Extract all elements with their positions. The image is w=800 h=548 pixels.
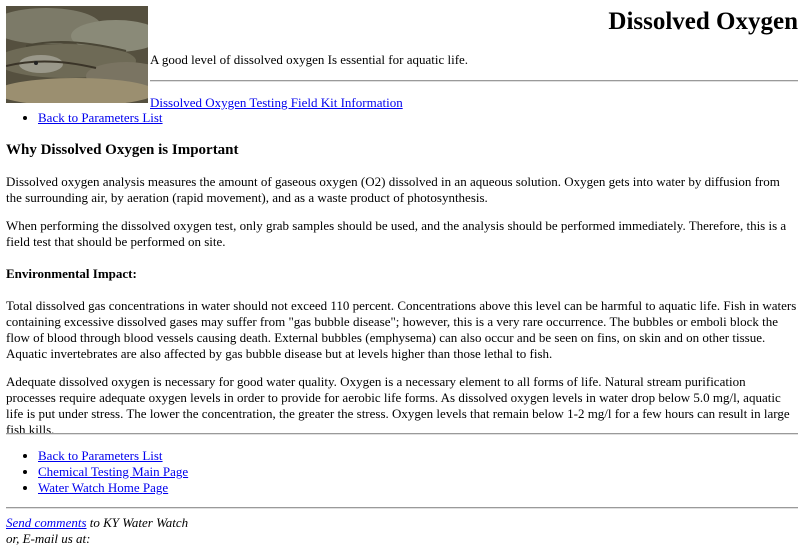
- footer-email-text: or, E-mail us at:: [6, 531, 91, 546]
- back-to-parameters-link[interactable]: Back to Parameters List: [38, 110, 163, 125]
- section-heading-why: Why Dissolved Oxygen is Important: [6, 142, 239, 158]
- footer-to-text: to KY Water Watch: [86, 515, 189, 530]
- intro-text: A good level of dissolved oxygen Is essential for aquatic life.: [150, 52, 469, 67]
- list-item: [38, 448, 188, 464]
- send-comments-link[interactable]: Send comments: [6, 515, 87, 530]
- list-item: [38, 480, 188, 496]
- water-watch-home-link[interactable]: Water Watch Home Page: [38, 480, 169, 495]
- footer-comments-line: [6, 515, 188, 531]
- paragraph-field-test: When performing the dissolved oxygen test, only grab samples should be used, and the analysis should be performed immediately. Therefore, this is a field test that should be performed on site.: [6, 218, 787, 249]
- list-item: [38, 464, 188, 480]
- divider-top: [150, 80, 798, 82]
- footer: [6, 515, 188, 547]
- back-to-parameters-link-bottom[interactable]: Back to Parameters List: [38, 448, 163, 463]
- page-title: Dissolved Oxygen: [608, 8, 798, 35]
- paragraph-analysis: Dissolved oxygen analysis measures the amount of gaseous oxygen (O2) dissolved in an aqueous solution. Oxygen gets into water by diffusion from the surrounding air, by aeration (rapid movement), and as a waste product of photosynthesis.: [6, 174, 780, 205]
- section-heading-environmental: Environmental Impact:: [6, 266, 137, 281]
- field-kit-link[interactable]: Dissolved Oxygen Testing Field Kit Information: [150, 95, 403, 110]
- chemical-testing-link[interactable]: Chemical Testing Main Page: [38, 464, 189, 479]
- divider-middle: [6, 433, 798, 435]
- paragraph-adequate-oxygen: Adequate dissolved oxygen is necessary for good water quality. Oxygen is a necessary element to all forms of life. Natural stream purification processes require adequate oxygen levels in order to provide for aerobic life forms. As dissolved oxygen levels in water drop below 5.0 mg/l, aquatic life is put under stress. The lower the concentration, the greater the stress. Oxygen levels that remain below 1-2 mg/l for a few hours can result in large fish kills.: [6, 374, 790, 437]
- divider-bottom: [6, 507, 798, 509]
- bottom-nav-list: [0, 448, 188, 496]
- fish-photo: [6, 6, 148, 103]
- top-nav-list: [0, 110, 163, 126]
- list-item: [38, 110, 163, 126]
- paragraph-gas-concentrations: Total dissolved gas concentrations in water should not exceed 110 percent. Concentrations above this level can be harmful to aquatic life. Fish in waters containing excessive dissolved gases may suffer from "gas bubble disease"; however, this is a very rare occurrence. The bubbles or emboli block the flow of blood through blood vessels causing death. External bubbles (emphysema) can also occur and be seen on fins, on skin and on other tissue. Aquatic invertebrates are also affected by gas bubble disease but at levels higher than those lethal to fish.: [6, 298, 797, 361]
